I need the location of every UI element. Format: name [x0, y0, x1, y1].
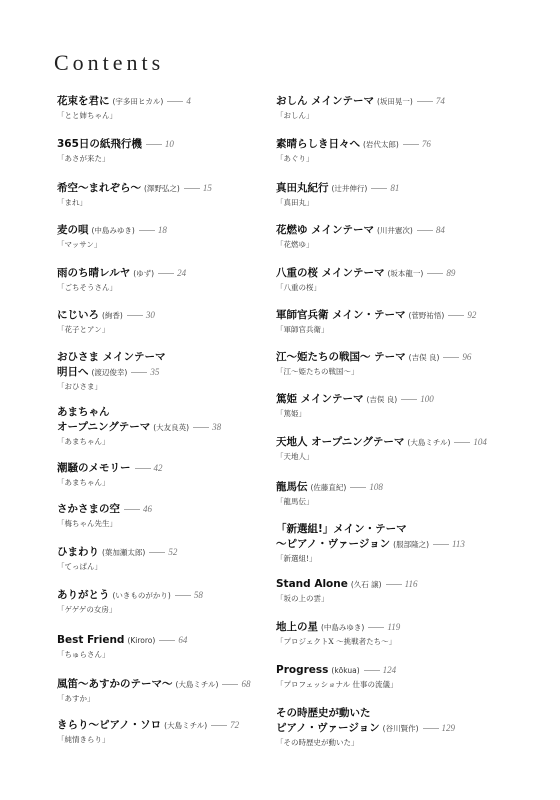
leader-line — [417, 101, 433, 102]
source-program: 「あさが来た」 — [57, 154, 110, 163]
composer-name: (宇多田ヒカル) — [112, 97, 164, 106]
source-program: 「その時歴史が動いた」 — [276, 738, 359, 747]
page-number: 108 — [369, 482, 383, 492]
toc-title-line — [57, 137, 297, 152]
leader-line — [401, 399, 417, 400]
toc-entry[interactable] — [276, 223, 516, 251]
toc-title-line — [276, 308, 516, 323]
leader-line — [139, 230, 155, 231]
song-title: ありがとう — [57, 589, 110, 601]
composer-name: (葉加瀬太郎) — [102, 548, 146, 557]
song-title: 花燃ゆ メインテーマ — [276, 224, 374, 236]
source-program: 「八重の桜」 — [276, 283, 321, 292]
toc-entry[interactable] — [57, 718, 297, 746]
toc-title-line — [276, 480, 516, 495]
toc-title-line — [57, 350, 297, 365]
toc-title-line — [276, 721, 516, 736]
song-title: 〜ピアノ・ヴァージョン — [276, 538, 391, 550]
song-title: さかさまの空 — [57, 503, 120, 515]
toc-title-line — [57, 420, 297, 435]
song-title: あまちゃん — [57, 406, 110, 418]
page-number: 104 — [473, 437, 487, 447]
toc-entry[interactable] — [57, 223, 297, 251]
toc-title-line — [276, 577, 516, 592]
song-title: 花束を君に — [57, 95, 110, 107]
song-title: おしん メインテーマ — [276, 95, 374, 107]
source-program: 「花子とアン」 — [57, 325, 110, 334]
source-program: 「プロジェクトX 〜挑戦者たち〜」 — [276, 637, 397, 646]
toc-title-line — [276, 392, 516, 407]
toc-title-line — [57, 545, 297, 560]
composer-name: (岩代太郎) — [363, 140, 399, 149]
toc-title-line — [276, 137, 516, 152]
leader-line — [368, 627, 384, 628]
source-program: 「梅ちゃん先生」 — [57, 519, 117, 528]
song-title: 365日の紙飛行機 — [57, 138, 142, 150]
source-program: 「龍馬伝」 — [276, 497, 314, 506]
source-program: 「純情きらり」 — [57, 735, 110, 744]
song-title: 素晴らしき日々へ — [276, 138, 360, 150]
song-title: ピアノ・ヴァージョン — [276, 722, 380, 734]
leader-line — [417, 230, 433, 231]
leader-line — [193, 427, 209, 428]
page-number: 24 — [177, 268, 187, 278]
toc-entry[interactable] — [57, 94, 297, 122]
toc-title-line — [57, 461, 297, 476]
toc-title-line — [276, 706, 516, 721]
composer-name: (中島みゆき) — [321, 623, 365, 632]
song-title: 八重の桜 メインテーマ — [276, 267, 385, 279]
toc-title-line — [276, 435, 516, 450]
song-title: 天地人 オープニングテーマ — [276, 436, 405, 448]
composer-name: (いきものがかり) — [112, 591, 171, 600]
song-title: 麦の唄 — [57, 224, 89, 236]
composer-name: (久石 譲) — [350, 580, 382, 589]
page-number: 124 — [382, 665, 397, 675]
source-program: 「江〜姫たちの戦国〜」 — [276, 367, 359, 376]
toc-entry[interactable] — [57, 545, 297, 573]
page-number: 129 — [441, 723, 455, 733]
toc-entry[interactable] — [276, 137, 516, 165]
page-number: 52 — [168, 547, 178, 557]
page-number: 72 — [230, 720, 240, 730]
toc-entry[interactable] — [57, 405, 297, 448]
toc-title-line — [276, 266, 516, 281]
toc-title-line — [57, 365, 297, 380]
source-program: 「あまちゃん」 — [57, 478, 110, 487]
song-title: 篤姫 メインテーマ — [276, 393, 364, 405]
song-title: 希空〜まれぞら〜 — [57, 182, 141, 194]
source-program: 「新選組!」 — [276, 554, 317, 563]
composer-name: (大島ミチル) — [175, 680, 219, 689]
toc-entry[interactable] — [276, 577, 516, 605]
toc-title-line — [276, 181, 516, 196]
toc-title-line — [276, 663, 516, 678]
page-number: 84 — [435, 225, 445, 235]
composer-name: (坂田晃一) — [376, 97, 413, 106]
leader-line — [433, 544, 449, 545]
source-program: 「軍師官兵衛」 — [276, 325, 329, 334]
leader-line — [211, 725, 227, 726]
toc-title-line — [57, 223, 297, 238]
composer-name: (大島ミチル) — [164, 721, 208, 730]
song-title: 地上の星 — [276, 621, 318, 633]
page-number: 81 — [390, 183, 400, 193]
toc-entry[interactable] — [57, 266, 297, 294]
page-number: 92 — [467, 310, 477, 320]
leader-line — [135, 468, 151, 469]
toc-title-line — [57, 94, 297, 109]
song-title: Best Friend — [57, 634, 125, 646]
page-number: 64 — [178, 635, 188, 645]
song-title: 江〜姫たちの戦国〜 テーマ — [276, 351, 406, 363]
page-number: 100 — [420, 394, 434, 404]
composer-name: (中島みゆき) — [91, 226, 135, 235]
song-title: 「新選組!」メイン・テーマ — [276, 523, 407, 535]
leader-line — [364, 670, 380, 671]
leader-line — [350, 487, 366, 488]
toc-entry[interactable] — [276, 350, 516, 378]
toc-entry[interactable] — [276, 181, 516, 209]
song-title: 軍師官兵衛 メイン・テーマ — [276, 309, 406, 321]
song-title: おひさま メインテーマ — [57, 351, 166, 363]
toc-title-line — [57, 266, 297, 281]
composer-name: (菅野祐悟) — [408, 311, 445, 320]
toc-entry[interactable] — [276, 620, 516, 648]
source-program: 「あぐり」 — [276, 154, 314, 163]
source-program: 「篤姫」 — [276, 409, 306, 418]
page-number: 89 — [446, 268, 456, 278]
leader-line — [131, 372, 147, 373]
page-number: 116 — [404, 579, 418, 589]
leader-line — [159, 640, 175, 641]
source-program: 「坂の上の雲」 — [276, 594, 329, 603]
composer-name: (大島ミチル) — [407, 438, 451, 447]
toc-title-line — [57, 718, 297, 733]
source-program: 「おひさま」 — [57, 382, 102, 391]
toc-entry[interactable] — [57, 677, 297, 705]
page-number: 76 — [421, 139, 431, 149]
leader-line — [146, 144, 162, 145]
leader-line — [443, 357, 459, 358]
song-title: 真田丸紀行 — [276, 182, 329, 194]
toc-entry[interactable] — [57, 588, 297, 616]
page-number: 18 — [157, 225, 167, 235]
leader-line — [222, 684, 238, 685]
composer-name: (ゆず) — [133, 269, 155, 278]
song-title: その時歴史が動いた — [276, 707, 371, 719]
leader-line — [175, 595, 191, 596]
song-title: ひまわり — [57, 546, 99, 558]
leader-line — [167, 101, 183, 102]
page-number: 74 — [435, 96, 445, 106]
toc-entry[interactable] — [276, 392, 516, 420]
toc-entry[interactable] — [276, 435, 516, 463]
composer-name: (渡辺俊幸) — [91, 368, 128, 377]
leader-line — [371, 188, 387, 189]
toc-entry[interactable] — [276, 266, 516, 294]
source-program: 「まれ」 — [57, 198, 87, 207]
composer-name: (吉俣 良) — [408, 353, 440, 362]
source-program: 「ちゅらさん」 — [57, 650, 110, 659]
source-program: 「とと姉ちゃん」 — [57, 111, 117, 120]
source-program: 「プロフェッショナル 仕事の流儀」 — [276, 680, 398, 689]
page-number: 15 — [202, 183, 212, 193]
toc-entry[interactable] — [57, 308, 297, 336]
toc-title-line — [57, 308, 297, 323]
composer-name: (服部隆之) — [393, 540, 429, 549]
page-number: 4 — [186, 96, 191, 106]
toc-entry[interactable] — [57, 350, 297, 393]
page-number: 119 — [387, 622, 401, 632]
leader-line — [448, 315, 464, 316]
leader-line — [158, 273, 174, 274]
song-title: にじいろ — [57, 309, 99, 321]
composer-name: (川井憲次) — [376, 226, 413, 235]
page-number: 10 — [164, 139, 174, 149]
toc-entry[interactable] — [57, 181, 297, 209]
toc-entry[interactable] — [276, 663, 516, 691]
toc-entry[interactable] — [57, 137, 297, 165]
toc-title-line — [57, 405, 297, 420]
leader-line — [124, 509, 140, 510]
toc-title-line — [276, 537, 516, 552]
toc-entry[interactable] — [57, 633, 297, 661]
toc-entry[interactable] — [57, 502, 297, 530]
toc-entry[interactable] — [276, 522, 516, 565]
song-title: 龍馬伝 — [276, 481, 308, 493]
leader-line — [403, 144, 419, 145]
toc-entry[interactable] — [57, 461, 297, 489]
toc-title-line — [57, 677, 297, 692]
song-title: きらり〜ピアノ・ソロ — [57, 719, 162, 731]
page-number: 30 — [145, 310, 155, 320]
leader-line — [454, 442, 470, 443]
toc-title-line — [276, 350, 516, 365]
page-number: 68 — [241, 679, 251, 689]
source-program: 「天地人」 — [276, 452, 314, 461]
song-title: Progress — [276, 664, 329, 676]
source-program: 「花燃ゆ」 — [276, 240, 314, 249]
toc-entry[interactable] — [276, 94, 516, 122]
source-program: 「あすか」 — [57, 694, 95, 703]
page-number: 46 — [143, 504, 152, 514]
composer-name: (谷川賢作) — [382, 724, 419, 733]
source-program: 「真田丸」 — [276, 198, 314, 207]
toc-title-line — [57, 502, 297, 517]
page-title: Contents — [54, 50, 165, 75]
leader-line — [149, 552, 165, 553]
leader-line — [427, 273, 443, 274]
source-program: 「マッサン」 — [57, 240, 102, 249]
page-number: 58 — [193, 590, 203, 600]
song-title: 風笛〜あすかのテーマ〜 — [57, 678, 173, 690]
toc-title-line — [57, 181, 297, 196]
composer-name: (絢香) — [102, 311, 123, 320]
song-title: 明日へ — [57, 366, 89, 378]
composer-name: (佐藤直紀) — [310, 483, 347, 492]
composer-name: (辻井伸行) — [331, 184, 368, 193]
leader-line — [423, 728, 439, 729]
page-number: 38 — [212, 422, 222, 432]
composer-name: (澤野弘之) — [144, 184, 180, 193]
toc-title-line — [57, 588, 297, 603]
source-program: 「ごちそうさん」 — [57, 283, 117, 292]
source-program: 「てっぱん」 — [57, 562, 102, 571]
composer-name: (坂本龍一) — [387, 269, 424, 278]
source-program: 「あまちゃん」 — [57, 437, 110, 446]
toc-entry[interactable] — [276, 706, 516, 749]
toc-title-line — [57, 633, 297, 648]
composer-name: (大友良英) — [153, 423, 190, 432]
toc-entry[interactable] — [276, 308, 516, 336]
composer-name: (Kiroro) — [127, 636, 156, 645]
leader-line — [386, 584, 402, 585]
source-program: 「ゲゲゲの女房」 — [57, 605, 117, 614]
song-title: オープニングテーマ — [57, 421, 151, 433]
toc-title-line — [276, 223, 516, 238]
song-title: Stand Alone — [276, 578, 348, 590]
toc-title-line — [276, 94, 516, 109]
page-number: 113 — [452, 539, 465, 549]
song-title: 雨のち晴レルヤ — [57, 267, 131, 279]
toc-title-line — [276, 620, 516, 635]
leader-line — [184, 188, 200, 189]
composer-name: (吉俣 良) — [366, 395, 398, 404]
song-title: 潮騒のメモリー — [57, 462, 131, 474]
composer-name: (kōkua) — [331, 666, 360, 675]
source-program: 「おしん」 — [276, 111, 314, 120]
toc-entry[interactable] — [276, 480, 516, 508]
page-number: 96 — [462, 352, 472, 362]
page-number: 42 — [153, 463, 163, 473]
page-number: 35 — [150, 367, 160, 377]
toc-title-line — [276, 522, 516, 537]
leader-line — [127, 315, 143, 316]
